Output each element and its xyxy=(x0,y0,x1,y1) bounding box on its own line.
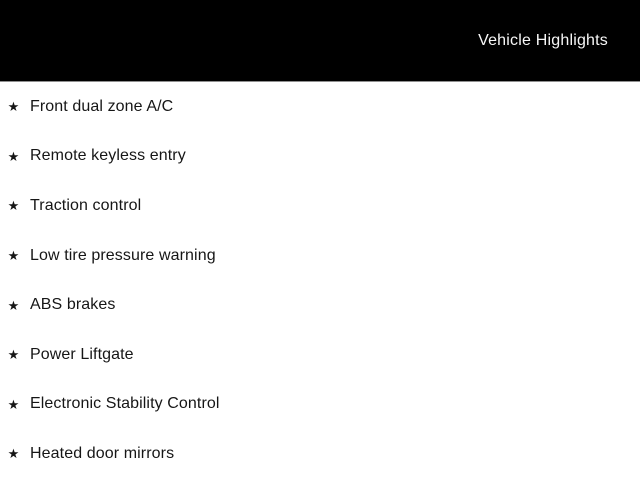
list-item xyxy=(0,82,640,132)
list-item xyxy=(0,132,640,182)
list-item-label: Electronic Stability Control xyxy=(30,395,220,413)
list-item-label: ABS brakes xyxy=(30,296,116,314)
star-icon: ★ xyxy=(7,347,20,363)
list-item xyxy=(0,181,640,231)
list-item xyxy=(0,429,640,479)
list-item xyxy=(0,231,640,281)
star-icon: ★ xyxy=(7,99,20,115)
header-bar xyxy=(0,0,640,82)
star-icon: ★ xyxy=(7,248,20,264)
list-item xyxy=(0,280,640,330)
highlights-list xyxy=(0,82,640,480)
list-item-label: Power Liftgate xyxy=(30,345,134,363)
list-item-label: Remote keyless entry xyxy=(30,147,186,165)
list-item-label: Front dual zone A/C xyxy=(30,97,174,115)
list-item xyxy=(0,330,640,380)
page-title: Vehicle Highlights xyxy=(478,31,608,49)
star-icon: ★ xyxy=(7,148,20,164)
list-item-label: Traction control xyxy=(30,196,142,214)
list-item xyxy=(0,380,640,430)
star-icon: ★ xyxy=(7,297,20,313)
list-item-label: Heated door mirrors xyxy=(30,444,175,462)
star-icon: ★ xyxy=(7,396,20,412)
star-icon: ★ xyxy=(7,198,20,214)
list-item-label: Low tire pressure warning xyxy=(30,246,216,264)
star-icon: ★ xyxy=(7,446,20,462)
